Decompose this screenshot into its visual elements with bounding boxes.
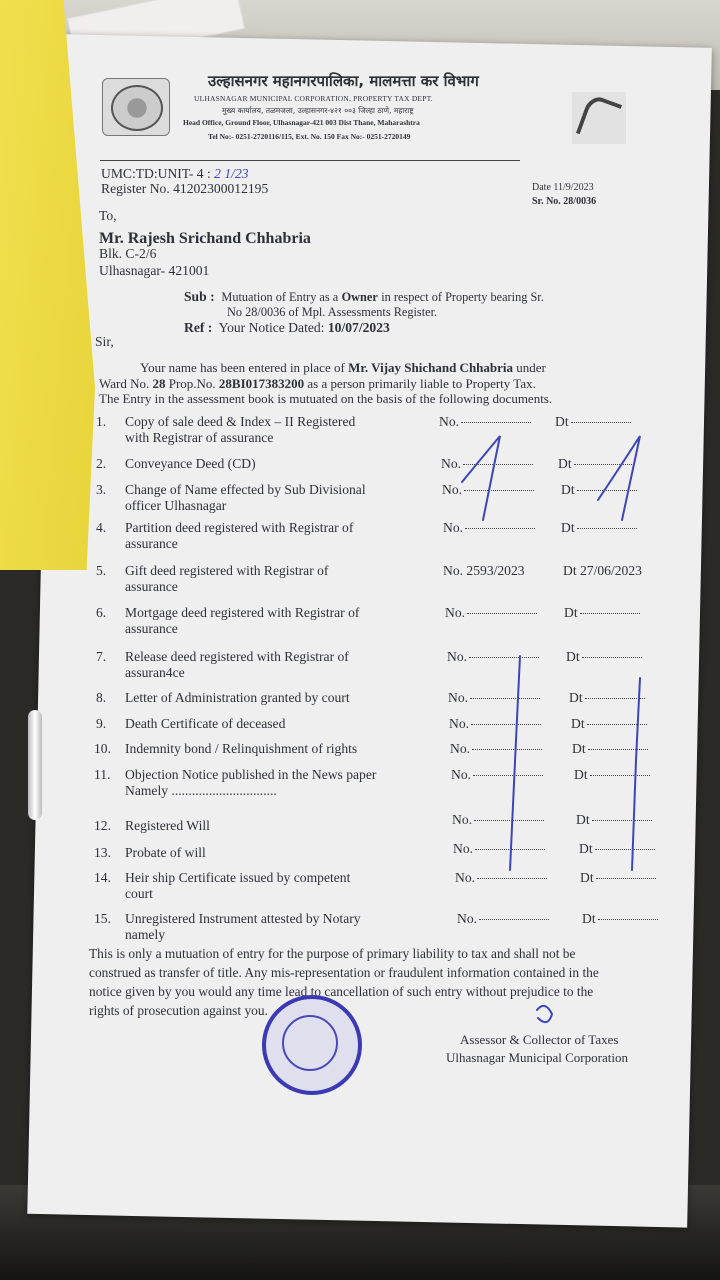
ward-number: 28	[152, 376, 166, 391]
pen-mark-dt-upper	[598, 436, 640, 520]
pen-mark-no-lower	[510, 656, 520, 870]
addressee-name: Mr. Rajesh Srichand Chhabria	[99, 230, 311, 247]
dt-label: Dt	[566, 649, 580, 664]
doc-item-number: 1.	[96, 414, 107, 429]
dt-label: Dt	[569, 690, 583, 705]
doc-item-number: 14.	[94, 870, 111, 885]
doc-item-number: 13.	[94, 845, 111, 860]
to-label: To,	[99, 208, 117, 223]
doc-number-value: 2593/2023	[466, 563, 525, 578]
body-p2b: Prop.No.	[168, 376, 216, 391]
no-label: No.	[455, 870, 476, 885]
subject-text-b: in respect of Property bearing Sr.	[381, 290, 544, 304]
doc-item-label: Unregistered Instrument attested by Notary	[125, 911, 361, 926]
doc-item-label: Partition deed registered with Registrar of	[125, 520, 354, 535]
footer-line-4: rights of prosecution against you.	[89, 1003, 268, 1018]
doc-item-label-2: court	[125, 886, 153, 901]
no-label: No.	[439, 414, 460, 429]
register-number: Register No. 41202300012195	[101, 181, 269, 196]
serial-number: Sr. No. 28/0036	[532, 196, 597, 207]
doc-item-label: Gift deed registered with Registrar of	[125, 563, 329, 578]
body-line-3: The Entry in the assessment book is mutuated on the basis of the following documents.	[99, 391, 553, 406]
no-label: No.	[450, 741, 471, 756]
no-label: No.	[443, 563, 464, 578]
signatory-title: Assessor & Collector of Taxes	[460, 1032, 619, 1047]
doc-item-label: Conveyance Deed (CD)	[125, 456, 256, 471]
dt-label: Dt	[555, 414, 569, 429]
doc-item-number: 10.	[94, 741, 111, 756]
no-label: No.	[441, 456, 462, 471]
doc-item-label-2: with Registrar of assurance	[125, 430, 274, 445]
doc-item-label-2: assuran4ce	[125, 665, 185, 680]
ref-label: Ref :	[184, 320, 213, 335]
doc-item-label: Mortgage deed registered with Registrar of	[125, 605, 360, 620]
pen-mark-no-upper	[462, 436, 500, 520]
doc-item-number: 5.	[96, 563, 107, 578]
no-label: No.	[445, 605, 466, 620]
dt-label: Dt	[572, 741, 586, 756]
no-label: No.	[451, 767, 472, 782]
body-p1a: Your name has been entered in place of	[140, 360, 345, 375]
dt-label: Dt	[582, 911, 596, 926]
doc-item-label: Heir ship Certificate issued by competent	[125, 870, 351, 885]
doc-item-label: Indemnity bond / Relinquishment of rights	[125, 741, 358, 756]
doc-item-number: 3.	[96, 482, 107, 497]
doc-item-label: Release deed registered with Registrar of	[125, 649, 349, 664]
doc-date-value: 27/06/2023	[580, 563, 642, 578]
doc-item-label-2: assurance	[125, 536, 178, 551]
doc-item-label: Death Certificate of deceased	[125, 716, 286, 731]
signature-mark	[537, 1006, 552, 1022]
dt-label: Dt	[580, 870, 594, 885]
addressee-city: Ulhasnagar- 421001	[99, 263, 210, 278]
dt-label: Dt	[579, 841, 593, 856]
no-label: No.	[452, 812, 473, 827]
header-address-hindi: मुख्य कार्यालय, तळमजला, उल्हासनगर-४२१ ००३ जिल्हा ठाणे, महाराष्ट्र	[222, 106, 414, 115]
doc-item-label-2: namely	[125, 927, 166, 942]
doc-item-number: 4.	[96, 520, 107, 535]
dt-label: Dt	[561, 520, 575, 535]
footer-line-3: notice given by you would any time lead to cancellation of such entry without prejudice to the	[89, 984, 594, 999]
subject-owner: Owner	[341, 290, 378, 304]
signatory-organisation: Ulhasnagar Municipal Corporation	[446, 1050, 628, 1065]
doc-item-number: 8.	[96, 690, 107, 705]
no-label: No.	[448, 690, 469, 705]
header-title-hindi: उल्हासनगर महानगरपालिका, मालमत्ता कर विभाग	[208, 72, 479, 90]
dt-label: Dt	[561, 482, 575, 497]
subject-label: Sub :	[184, 289, 215, 304]
doc-item-number: 6.	[96, 605, 107, 620]
dt-label: Dt	[576, 812, 590, 827]
no-label: No.	[443, 520, 464, 535]
doc-item-number: 7.	[96, 649, 107, 664]
doc-item-label-2: assurance	[125, 579, 178, 594]
doc-item-label-2: assurance	[125, 621, 178, 636]
ref-date: 10/07/2023	[327, 320, 390, 335]
no-label: No.	[449, 716, 470, 731]
header-title-english: ULHASNAGAR MUNICIPAL CORPORATION, PROPERTY TAX DEPT.	[194, 94, 433, 103]
body-p1b: under	[516, 360, 546, 375]
doc-item-number: 11.	[94, 767, 111, 782]
dt-label: Dt	[564, 605, 578, 620]
addressee-block: Blk. C-2/6	[99, 246, 157, 261]
previous-owner-name: Mr. Vijay Shichand Chhabria	[348, 360, 514, 375]
dt-label: Dt	[574, 767, 588, 782]
doc-item-label: Change of Name effected by Sub Divisional	[125, 482, 366, 497]
header-phone: Tel No:- 0251-2720116/115, Ext. No. 150 Fax No:- 0251-2720149	[208, 132, 411, 141]
ref-text: Your Notice Dated:	[218, 320, 325, 335]
doc-item-label: Letter of Administration granted by court	[125, 690, 350, 705]
subject-line-2: No 28/0036 of Mpl. Assessments Register.	[227, 305, 438, 319]
subject-text-a: Mutuation of Entry as a	[221, 290, 339, 304]
no-label: No.	[453, 841, 474, 856]
doc-item-label: Objection Notice published in the News paper	[125, 767, 377, 782]
doc-item-number: 9.	[96, 716, 107, 731]
footer-line-1: This is only a mutuation of entry for the purpose of primary liability to tax and shall not be	[89, 946, 576, 961]
doc-item-label-2: Namely ...............................	[125, 783, 277, 798]
dt-label: Dt	[558, 456, 572, 471]
no-label: No.	[442, 482, 463, 497]
no-label: No.	[447, 649, 468, 664]
ref-umc-label: UMC:TD:UNIT- 4 :	[101, 166, 211, 181]
property-number: 28BI017383200	[218, 376, 305, 391]
pen-mark-dt-lower	[632, 678, 640, 870]
body-p2c: as a person primarily liable to Property Tax.	[307, 376, 536, 391]
doc-item-label: Copy of sale deed & Index – II Registered	[125, 414, 356, 429]
doc-item-number: 15.	[94, 911, 111, 926]
dt-label: Dt	[563, 563, 577, 578]
doc-item-label-2: officer Ulhasnagar	[125, 498, 227, 513]
letter-date: Date 11/9/2023	[532, 182, 594, 193]
header-address-english: Head Office, Ground Floor, Ulhasnagar-421 003 Dist Thane, Maharashtra	[183, 118, 420, 127]
dt-label: Dt	[571, 716, 585, 731]
doc-item-label: Probate of will	[125, 845, 206, 860]
doc-item-number: 12.	[94, 818, 111, 833]
no-label: No.	[457, 911, 478, 926]
footer-line-2: construed as transfer of title. Any mis-representation or fraudulent information contained in the	[89, 965, 599, 980]
doc-item-number: 2.	[96, 456, 107, 471]
body-p2a: Ward No.	[99, 376, 150, 391]
doc-item-label: Registered Will	[125, 818, 210, 833]
salutation: Sir,	[95, 334, 114, 349]
ref-umc-handwritten: 2 1/23	[214, 166, 249, 181]
